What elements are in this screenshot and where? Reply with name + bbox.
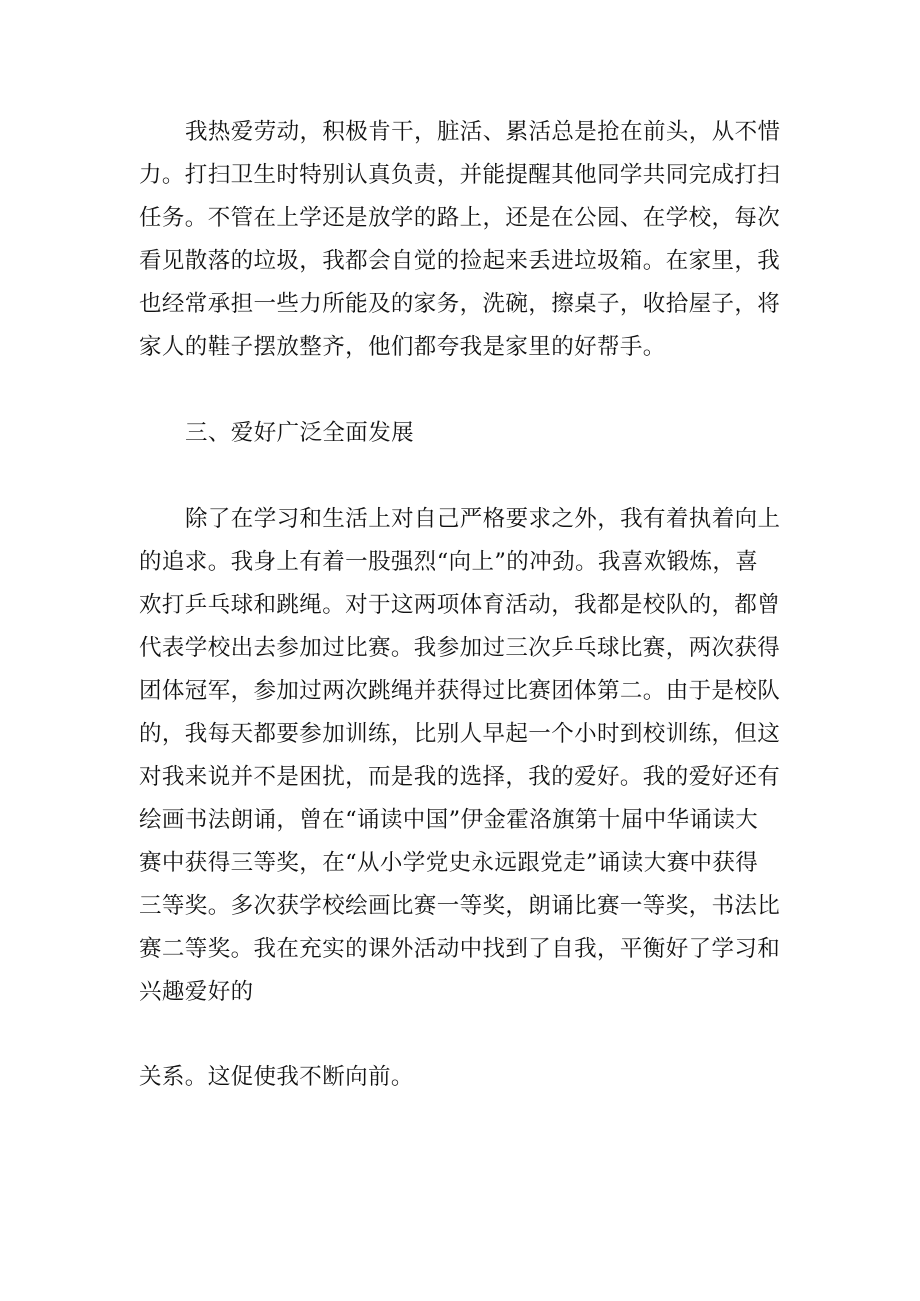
paragraph-line: 任务。不管在上学还是放学的路上，还是在公园、在学校，每次 [139,205,781,231]
paragraph-line: 对我来说并不是困扰，而是我的选择，我的爱好。我的爱好还有 [139,764,781,790]
paragraph-line: 团体冠军，参加过两次跳绳并获得过比赛团体第二。由于是校队 [139,678,781,704]
paragraph-line: 关系。这促使我不断向前。 [139,1064,414,1090]
paragraph-line: 家人的鞋子摆放整齐，他们都夸我是家里的好帮手。 [139,334,666,360]
paragraph-line: 的追求。我身上有着一股强烈“向上”的冲劲。我喜欢锻炼，喜 [139,549,759,575]
paragraph-line: 的，我每天都要参加训练，比别人早起一个小时到校训练，但这 [139,721,781,747]
paragraph-line: 看见散落的垃圾，我都会自觉的捡起来丢进垃圾箱。在家里，我 [139,248,781,274]
paragraph-line: 除了在学习和生活上对自己严格要求之外，我有着执着向上 [185,506,781,532]
paragraph-line: 欢打乒乓球和跳绳。对于这两项体育活动，我都是校队的，都曾 [139,592,781,618]
paragraph-line: 赛二等奖。我在充实的课外活动中找到了自我，平衡好了学习和 [139,936,781,962]
paragraph-line: 我热爱劳动，积极肯干，脏活、累活总是抢在前头，从不惜 [185,119,781,145]
paragraph-line: 力。打扫卫生时特别认真负责，并能提醒其他同学共同完成打扫 [139,162,781,188]
paragraph-line: 绘画书法朗诵，曾在“诵读中国”伊金霍洛旗第十届中华诵读大 [139,807,759,833]
section-heading: 三、爱好广泛全面发展 [185,420,415,446]
paragraph-line: 代表学校出去参加过比赛。我参加过三次乒乓球比赛，两次获得 [139,635,781,661]
paragraph-line: 三等奖。多次获学校绘画比赛一等奖，朗诵比赛一等奖，书法比 [139,893,781,919]
paragraph-line: 也经常承担一些力所能及的家务，洗碗，擦桌子，收拾屋子，将 [139,291,781,317]
paragraph-line: 赛中获得三等奖，在“从小学党史永远跟党走”诵读大赛中获得 [139,850,759,876]
paragraph-line: 兴趣爱好的 [139,979,254,1005]
